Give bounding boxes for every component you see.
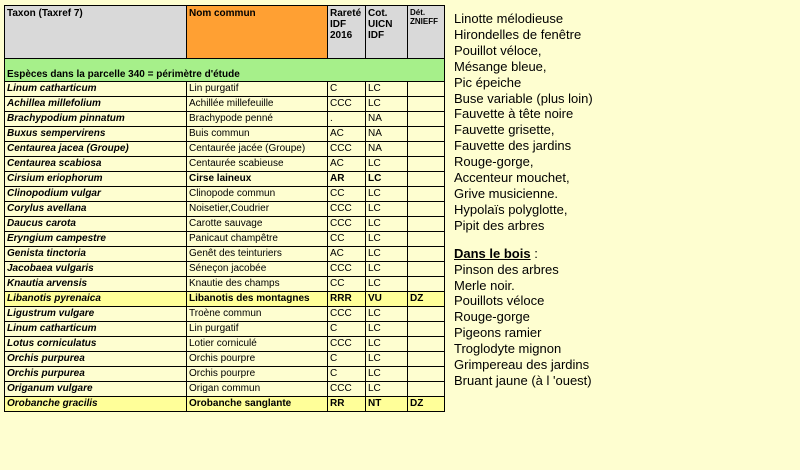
taxon-cell: Cirsium eriophorum (5, 172, 187, 187)
nom-commun-cell: Clinopode commun (187, 187, 328, 202)
bird-item: Hypolaïs polyglotte, (454, 201, 568, 217)
nom-commun-cell: Troène commun (187, 307, 328, 322)
nom-commun-cell: Genêt des teinturiers (187, 247, 328, 262)
nom-commun-cell: Brachypode penné (187, 112, 328, 127)
nom-commun-cell: Buis commun (187, 127, 328, 142)
uicn-cell: LC (366, 82, 408, 97)
taxon-cell: Ligustrum vulgare (5, 307, 187, 322)
nom-commun-cell: Cirse laineux (187, 172, 328, 187)
table-row (5, 127, 445, 142)
rarete-cell: CC (328, 187, 366, 202)
nom-commun-cell: Orobanche sanglante (187, 397, 328, 412)
nom-commun-cell: Centaurée scabieuse (187, 157, 328, 172)
rarete-cell: CCC (328, 262, 366, 277)
bird-list-bois (454, 262, 593, 389)
table-row (5, 292, 445, 307)
taxon-cell: Genista tinctoria (5, 247, 187, 262)
taxon-cell: Achillea millefolium (5, 97, 187, 112)
nom-commun-cell: Lotier corniculé (187, 337, 328, 352)
nom-commun-cell: Orchis pourpre (187, 352, 328, 367)
bird-item: Grive musicienne. (454, 185, 559, 201)
table-row (5, 382, 445, 397)
rarete-cell: AC (328, 247, 366, 262)
species-table (4, 5, 445, 412)
uicn-cell: LC (366, 277, 408, 292)
rarete-cell: AC (328, 157, 366, 172)
uicn-cell: LC (366, 337, 408, 352)
taxon-cell: Orchis purpurea (5, 352, 187, 367)
znieff-cell (408, 322, 445, 337)
table-row (5, 157, 445, 172)
znieff-cell (408, 262, 445, 277)
znieff-cell (408, 172, 445, 187)
rarete-cell: RR (328, 397, 366, 412)
rarete-cell: CCC (328, 337, 366, 352)
rarete-cell: RRR (328, 292, 366, 307)
taxon-cell: Orchis purpurea (5, 367, 187, 382)
uicn-cell: LC (366, 382, 408, 397)
table-row (5, 172, 445, 187)
taxon-cell: Buxus sempervirens (5, 127, 187, 142)
bird-item: Pic épeiche (454, 74, 522, 90)
header-znieff: Dét. ZNIEFF (408, 6, 445, 59)
table-row (5, 262, 445, 277)
taxon-cell: Clinopodium vulgar (5, 187, 187, 202)
nom-commun-cell: Libanotis des montagnes (187, 292, 328, 307)
bird-item-bois: Bruant jaune (à l 'ouest) (454, 372, 592, 388)
bird-item-bois: Pigeons ramier (454, 325, 542, 341)
taxon-cell: Daucus carota (5, 217, 187, 232)
rarete-cell: CCC (328, 97, 366, 112)
bird-item-bois: Pinson des arbres (454, 261, 559, 277)
rarete-cell: C (328, 322, 366, 337)
znieff-cell (408, 337, 445, 352)
bird-item: Rouge-gorge, (454, 154, 534, 170)
znieff-cell (408, 127, 445, 142)
znieff-cell (408, 217, 445, 232)
bird-item: Fauvette grisette, (454, 122, 555, 138)
nom-commun-cell: Lin purgatif (187, 82, 328, 97)
bird-item-bois: Merle noir. (454, 277, 515, 293)
rarete-cell: CCC (328, 142, 366, 157)
bird-notes (454, 11, 593, 389)
uicn-cell: LC (366, 322, 408, 337)
bird-item: Linotte mélodieuse (454, 11, 564, 26)
table-row (5, 82, 445, 97)
uicn-cell: LC (366, 172, 408, 187)
table-header-row (5, 6, 445, 59)
nom-commun-cell: Lin purgatif (187, 322, 328, 337)
uicn-cell: NA (366, 142, 408, 157)
table-row (5, 307, 445, 322)
bird-item: Fauvette à tête noire (454, 106, 574, 122)
bird-item-bois: Pouillots véloce (454, 293, 545, 309)
table-row (5, 397, 445, 412)
nom-commun-cell: Panicaut champêtre (187, 232, 328, 247)
header-rarete: Rareté IDF 2016 (328, 6, 366, 59)
uicn-cell: NT (366, 397, 408, 412)
uicn-cell: LC (366, 367, 408, 382)
uicn-cell: LC (366, 202, 408, 217)
uicn-cell: VU (366, 292, 408, 307)
table-row (5, 277, 445, 292)
uicn-cell: LC (366, 232, 408, 247)
nom-commun-cell: Origan commun (187, 382, 328, 397)
taxon-cell: Brachypodium pinnatum (5, 112, 187, 127)
taxon-cell: Linum catharticum (5, 322, 187, 337)
znieff-cell (408, 157, 445, 172)
table-row (5, 187, 445, 202)
znieff-cell (408, 367, 445, 382)
taxon-cell: Corylus avellana (5, 202, 187, 217)
taxon-cell: Origanum vulgare (5, 382, 187, 397)
bird-item-bois: Troglodyte mignon (454, 341, 562, 357)
rarete-cell: CCC (328, 202, 366, 217)
taxon-cell: Linum catharticum (5, 82, 187, 97)
rarete-cell: CCC (328, 217, 366, 232)
table-row (5, 322, 445, 337)
znieff-cell (408, 247, 445, 262)
bird-item: Pipit des arbres (454, 217, 545, 233)
bois-heading-colon: : (530, 245, 538, 261)
rarete-cell: CC (328, 232, 366, 247)
header-nom-commun: Nom commun (187, 6, 328, 59)
bois-heading-line (454, 246, 593, 262)
znieff-cell (408, 202, 445, 217)
uicn-cell: LC (366, 187, 408, 202)
table-row (5, 142, 445, 157)
table-row (5, 352, 445, 367)
rarete-cell: CC (328, 277, 366, 292)
header-taxon: Taxon (Taxref 7) (5, 6, 187, 59)
taxon-cell: Centaurea scabiosa (5, 157, 187, 172)
znieff-cell (408, 142, 445, 157)
nom-commun-cell: Achillée millefeuille (187, 97, 328, 112)
rarete-cell: C (328, 367, 366, 382)
nom-commun-cell: Séneçon jacobée (187, 262, 328, 277)
table-row (5, 367, 445, 382)
uicn-cell: LC (366, 217, 408, 232)
znieff-cell (408, 307, 445, 322)
rarete-cell: CCC (328, 307, 366, 322)
table-row (5, 232, 445, 247)
rarete-cell: C (328, 352, 366, 367)
table-row (5, 247, 445, 262)
znieff-cell: DZ (408, 292, 445, 307)
uicn-cell: LC (366, 97, 408, 112)
znieff-cell (408, 112, 445, 127)
uicn-cell: LC (366, 157, 408, 172)
section-title: Espèces dans la parcelle 340 = périmètre d'étude (5, 59, 445, 82)
bird-item: Buse variable (plus loin) (454, 90, 593, 106)
taxon-cell: Eryngium campestre (5, 232, 187, 247)
table-row (5, 202, 445, 217)
table-row (5, 97, 445, 112)
nom-commun-cell: Knautie des champs (187, 277, 328, 292)
taxon-cell: Knautia arvensis (5, 277, 187, 292)
uicn-cell: LC (366, 352, 408, 367)
znieff-cell (408, 82, 445, 97)
taxon-cell: Centaurea jacea (Groupe) (5, 142, 187, 157)
znieff-cell (408, 382, 445, 397)
nom-commun-cell: Centaurée jacée (Groupe) (187, 142, 328, 157)
rarete-cell: C (328, 82, 366, 97)
taxon-cell: Libanotis pyrenaica (5, 292, 187, 307)
bird-item: Accenteur mouchet, (454, 170, 570, 186)
uicn-cell: LC (366, 262, 408, 277)
znieff-cell (408, 232, 445, 247)
bird-list-parcelle (454, 11, 593, 234)
bird-item: Fauvette des jardins (454, 138, 572, 154)
uicn-cell: NA (366, 127, 408, 142)
taxon-cell: Orobanche gracilis (5, 397, 187, 412)
znieff-cell: DZ (408, 397, 445, 412)
rarete-cell: CCC (328, 382, 366, 397)
bird-item: Hirondelles de fenêtre (454, 26, 582, 42)
bois-heading: Dans le bois (454, 245, 531, 261)
znieff-cell (408, 187, 445, 202)
table-row (5, 217, 445, 232)
bird-item: Mésange bleue, (454, 58, 547, 74)
section-row (5, 59, 445, 82)
znieff-cell (408, 277, 445, 292)
uicn-cell: NA (366, 112, 408, 127)
header-uicn: Cot. UICN IDF (366, 6, 408, 59)
taxon-cell: Lotus corniculatus (5, 337, 187, 352)
table-row (5, 112, 445, 127)
nom-commun-cell: Carotte sauvage (187, 217, 328, 232)
znieff-cell (408, 352, 445, 367)
uicn-cell: LC (366, 307, 408, 322)
uicn-cell: LC (366, 247, 408, 262)
taxon-cell: Jacobaea vulgaris (5, 262, 187, 277)
bird-item: Pouillot véloce, (454, 42, 542, 58)
rarete-cell: AR (328, 172, 366, 187)
rarete-cell: . (328, 112, 366, 127)
znieff-cell (408, 97, 445, 112)
nom-commun-cell: Orchis pourpre (187, 367, 328, 382)
bird-item-bois: Rouge-gorge (454, 309, 530, 325)
nom-commun-cell: Noisetier,Coudrier (187, 202, 328, 217)
table-row (5, 337, 445, 352)
rarete-cell: AC (328, 127, 366, 142)
bird-item-bois: Grimpereau des jardins (454, 357, 590, 373)
